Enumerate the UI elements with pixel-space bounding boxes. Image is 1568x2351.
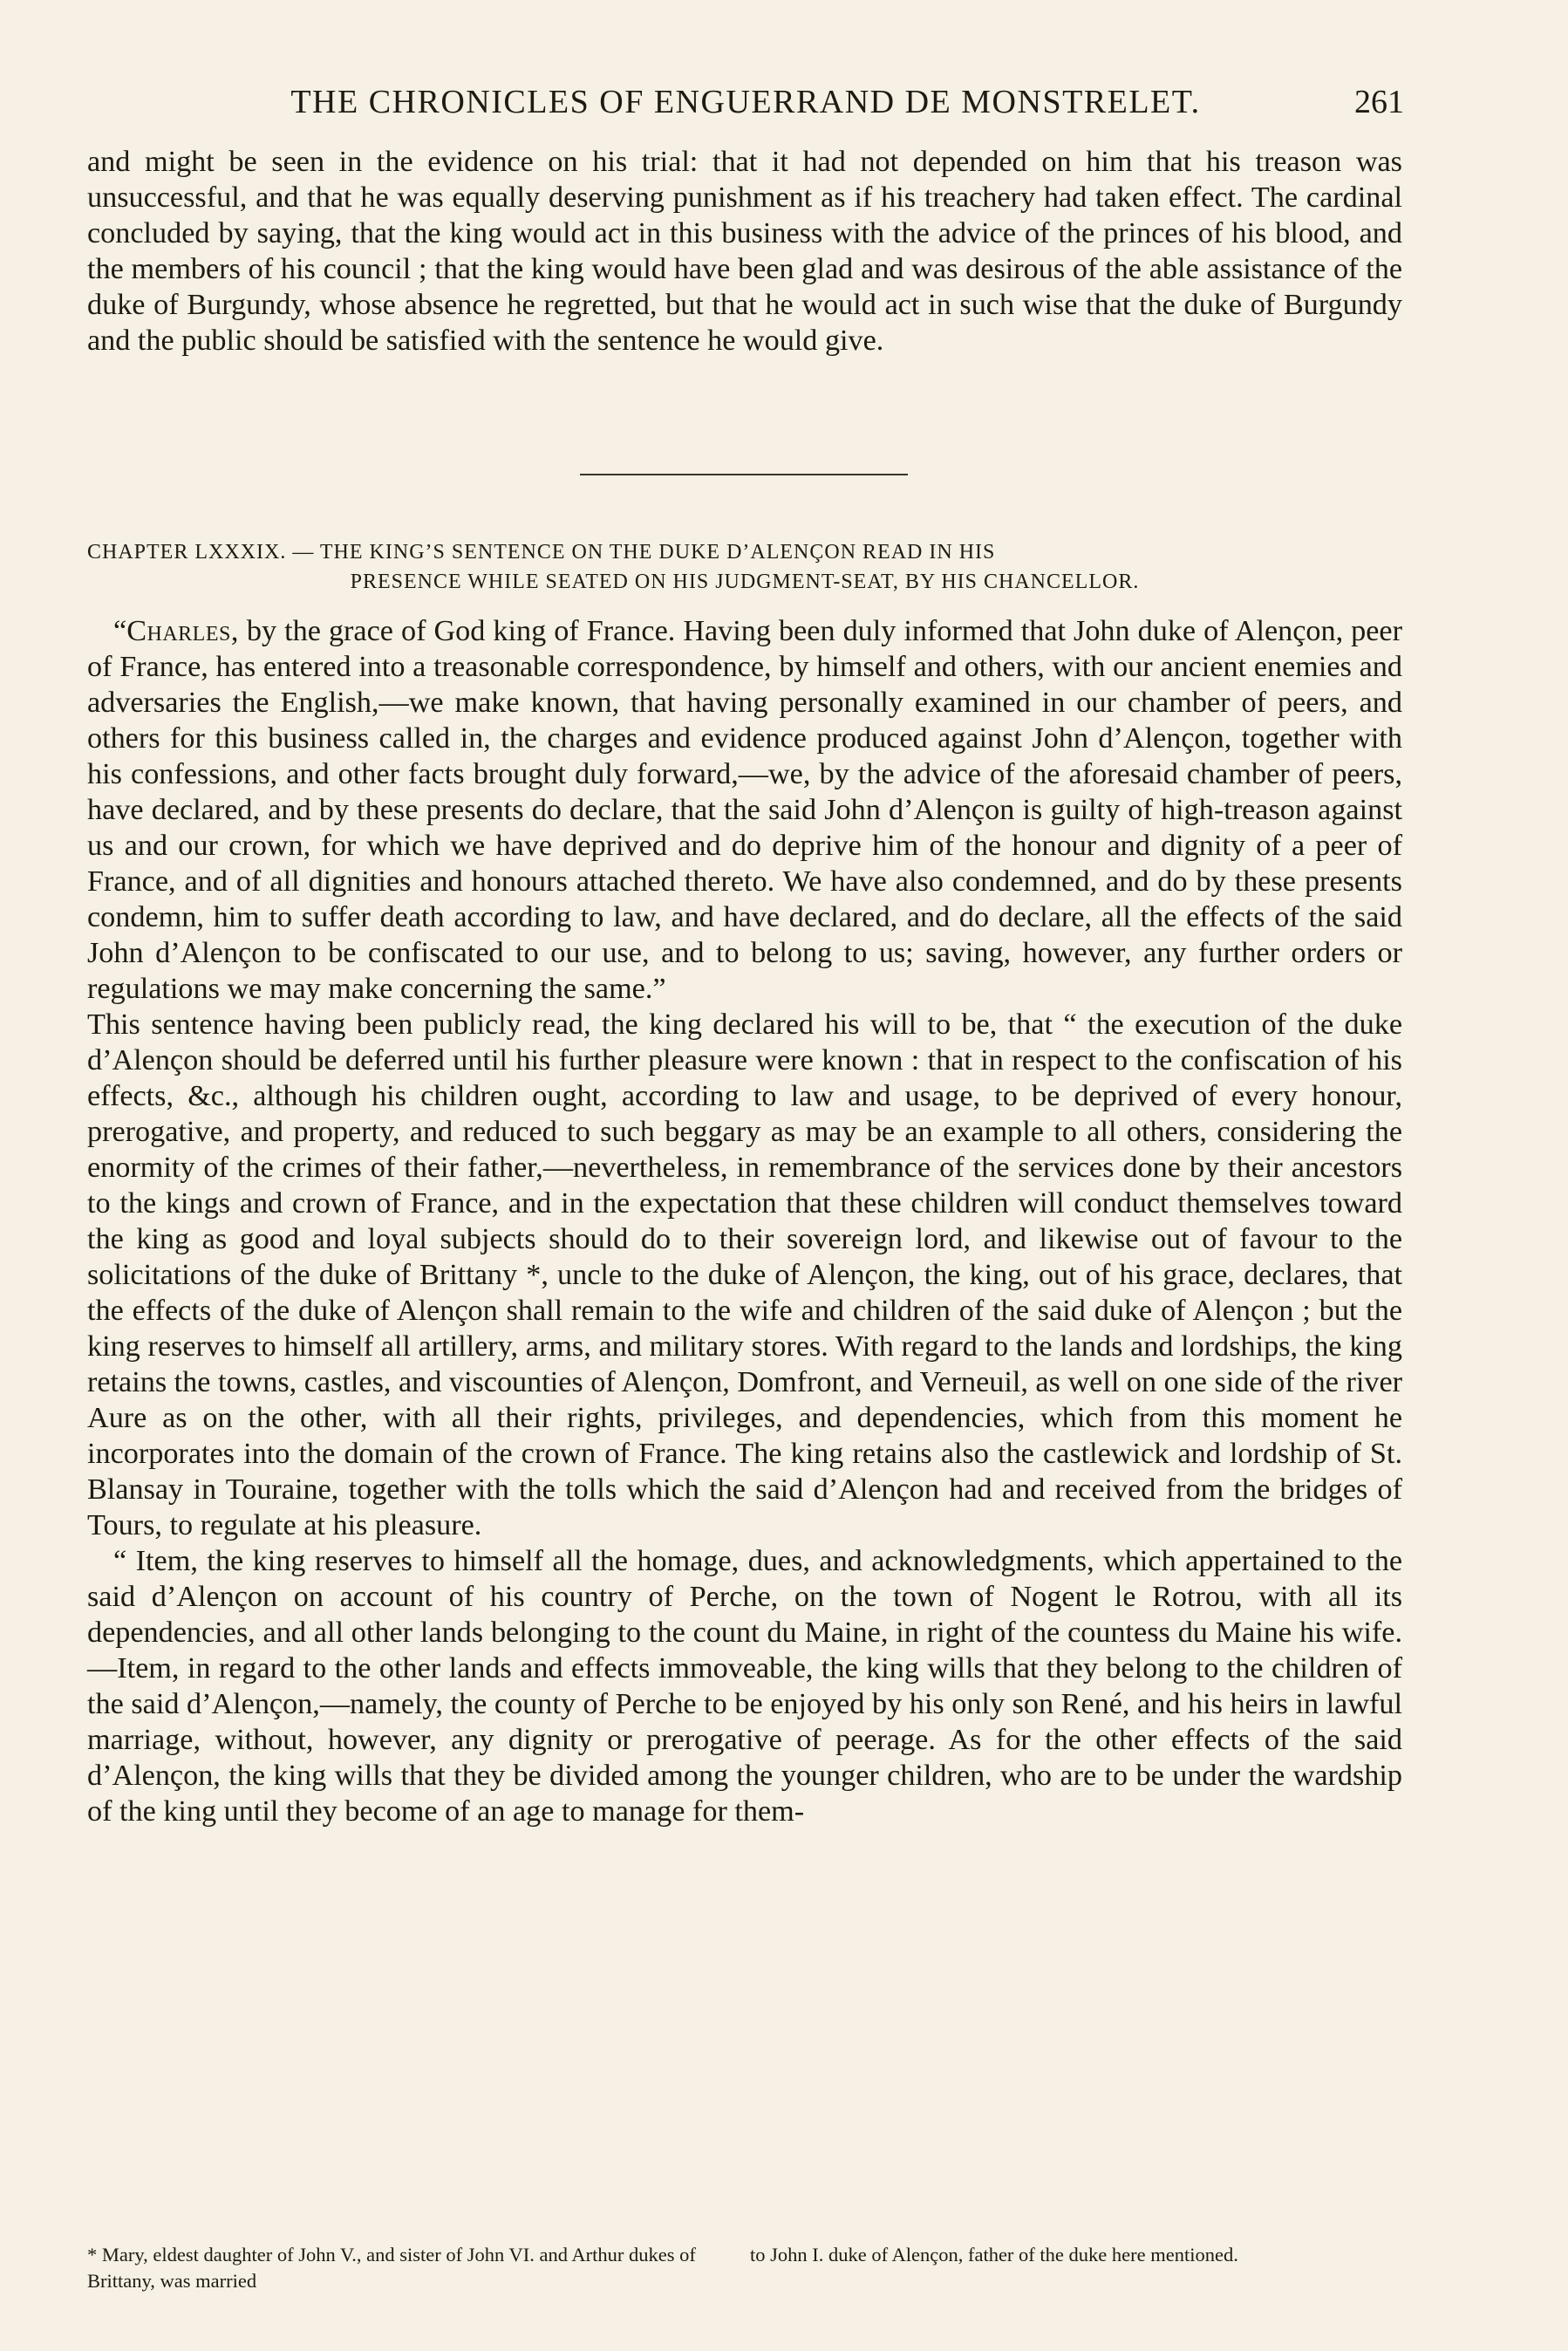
body-paragraph-1: [87, 613, 1402, 1007]
running-title: THE CHRONICLES OF ENGUERRAND DE MONSTRELET.: [290, 84, 1201, 120]
section-divider: [580, 474, 908, 475]
running-head: [87, 83, 1404, 126]
lead-word: Charles,: [126, 615, 239, 647]
page-number: 261: [1354, 84, 1404, 120]
body-paragraph-3: “ Item, the king reserves to himself all the homage, dues, and acknowledgments, which appertained to the said d’Alençon on account of his country of Perche, on the town of Nogent le Rotrou, with all its dependencies, and all other lands belonging to the count du Maine, in right of the countess du Maine his wife.—Item, in regard to the other lands and effects immoveable, the king wills that they belong to the children of the said d’Alençon,—namely, the county of Perche to be enjoyed by his only son René, and his heirs in lawful marriage, without, however, any dignity or prerogative of peerage. As for the other effects of the said d’Alençon, the king wills that they be divided among the younger children, who are to be under the wardship of the king until they become of an age to manage for them-: [87, 1545, 1402, 1828]
chapter-heading: [87, 537, 1402, 597]
chapter-heading-line-2: PRESENCE WHILE SEATED ON HIS JUDGMENT-SEAT, BY HIS CHANCELLOR.: [350, 571, 1140, 593]
chapter-body: [87, 613, 1402, 1829]
opening-quote: “: [113, 615, 127, 647]
body-paragraph-2: This sentence having been publicly read, the king declared his will to be, that “ the execution of the duke d’Alençon should be deferred until his further pleasure were known : that in respect to the confiscation of his effects, &c., although his children ought, according to law and usage, to be deprived of every honour, prerogative, and property, and reduced to such beggary as may be an example to all others, considering the enormity of the crimes of their father,—nevertheless, in remembrance of the services done by their ancestors to the kings and crown of France, and in the expectation that these children will conduct themselves toward the king as good and loyal subjects should do to their sovereign lord, and likewise out of favour to the solicitations of the duke of Brittany *, uncle to the duke of Alençon, the king, out of his grace, declares, that the effects of the duke of Alençon shall remain to the wife and children of the said duke of Alençon ; but the king reserves to himself all artillery, arms, and military stores. With regard to the lands and lordships, the king retains the towns, castles, and viscounties of Alençon, Domfront, and Verneuil, as well on one side of the river Aure as on the other, with all their rights, privileges, and dependencies, which from this moment he incorporates into the domain of the crown of France. The king retains also the castlewick and lordship of St. Blansay in Touraine, together with the tolls which the said d’Alençon had and received from the bridges of Tours, to regulate at his pleasure.: [87, 1008, 1403, 1541]
body-paragraph-1-text: by the grace of God king of France. Having been duly informed that John duke of Alençon, peer of France, has entered into a treasonable correspondence, by himself and others, with our ancient enemies and adversaries the English,—we make known, that having personally examined in our chamber of peers, and others for this business called in, the charges and evidence produced against John d’Alençon, together with his confessions, and other facts brought duly forward,—we, by the advice of the aforesaid chamber of peers, have declared, and by these presents do declare, that the said John d’Alençon is guilty of high-treason against us and our crown, for which we have deprived and do deprive him of the honour and dignity of a peer of France, and of all dignities and honours attached thereto. We have also condemned, and do by these presents condemn, him to suffer death according to law, and have declared, and do declare, all the effects of the said John d’Alençon to be confiscated to our use, and to belong to us; saving, however, any further orders or regulations we may make concerning the same.”: [87, 615, 1402, 1005]
footnote-right-column: to John I. duke of Alençon, father of the duke here mentioned.: [750, 2244, 1238, 2266]
intro-paragraph: and might be seen in the evidence on his trial: that it had not depended on him that his treason was unsuccessful, and that he was equally deserving punishment as if his treachery had taken effect. The cardinal concluded by saying, that the king would act in this business with the advice of the princes of his blood, and the members of his council ; that the king would have been glad and was desirous of the able assistance of the duke of Burgundy, whose absence he regretted, but that he would act in such wise that the duke of Burgundy and the public should be satisfied with the sentence he would give.: [87, 146, 1402, 357]
chapter-heading-line-1: CHAPTER LXXXIX. — THE KING’S SENTENCE ON THE DUKE D’ALENÇON READ IN HIS: [87, 541, 996, 564]
intro-text: [87, 144, 1402, 359]
footnote-left-column: * Mary, eldest daughter of John V., and sister of John VI. and Arthur dukes of Brittany, was married: [87, 2244, 696, 2292]
